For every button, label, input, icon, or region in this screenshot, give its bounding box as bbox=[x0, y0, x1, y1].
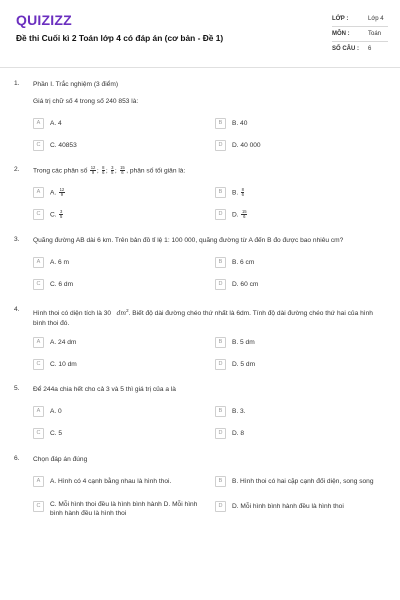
option-text bbox=[232, 188, 245, 198]
meta-label: SỐ CÂU : bbox=[332, 46, 359, 52]
fraction-numerator: 12 bbox=[59, 187, 65, 192]
fraction-denominator: 6 bbox=[121, 170, 124, 176]
meta-value: Toán bbox=[368, 31, 382, 37]
question-number: 1. bbox=[14, 80, 20, 87]
question-text-after: , phân số tối giản là: bbox=[126, 167, 186, 175]
option-text: B. 40 bbox=[232, 120, 248, 127]
option-prefix: A. bbox=[50, 189, 57, 197]
unit-exponent: 2 bbox=[126, 308, 129, 313]
fraction bbox=[90, 166, 96, 176]
option-text: C. 6 dm bbox=[50, 281, 74, 288]
option-prefix: C. bbox=[50, 211, 57, 219]
option-letter-box: C bbox=[33, 209, 44, 220]
fraction-numerator: 3 bbox=[59, 209, 63, 214]
option-letter-box: B bbox=[215, 118, 226, 129]
option-text: B. 3. bbox=[232, 408, 246, 415]
question-text-part: . Biết độ dài đường chéo thứ nhất là 6dm. Tính độ dài đường chéo thứ hai của hình bình thoi đó. bbox=[33, 310, 373, 328]
option-text: A. 24 dm bbox=[50, 339, 77, 346]
option-text bbox=[232, 210, 248, 220]
option-letter-box: D bbox=[215, 140, 226, 151]
question-number: 2. bbox=[14, 166, 20, 173]
question-number: 6. bbox=[14, 455, 20, 462]
meta-row-question-count bbox=[332, 42, 388, 56]
header-divider bbox=[0, 67, 400, 68]
fraction bbox=[59, 210, 62, 220]
fraction bbox=[102, 166, 105, 176]
option-text: A. 6 m bbox=[50, 259, 70, 266]
meta-label: MÔN : bbox=[332, 31, 350, 37]
question-text: Quãng đường AB dài 6 km. Trên bản đồ tỉ lệ 1: 100 000, quãng đường từ A đến B đo được bao nhiêu cm? bbox=[33, 237, 344, 244]
option-text: D. 60 cm bbox=[232, 281, 259, 288]
meta-box bbox=[332, 12, 388, 56]
question-text: Trong các phân số $\frac{12}{9}$ ; $\frac{8}{6}$ ; $\frac{3}{5}$ ; $\frac{15}{6}$ , phân số tối giản là: bbox=[33, 165, 186, 176]
fraction-denominator: 5 bbox=[111, 170, 114, 176]
quizizz-logo: QUIZIZZ bbox=[16, 12, 72, 28]
question-text bbox=[33, 306, 385, 329]
fraction-denominator: 9 bbox=[60, 192, 64, 198]
option-letter-box: C bbox=[33, 140, 44, 151]
meta-value: 6 bbox=[368, 46, 372, 52]
fraction bbox=[111, 166, 114, 176]
option-letter-box: A bbox=[33, 118, 44, 129]
fraction-numerator: 8 bbox=[241, 187, 244, 192]
option-text: C. 5 bbox=[50, 430, 63, 437]
option-letter-box: A bbox=[33, 187, 44, 198]
question-number: 4. bbox=[14, 306, 20, 313]
option-letter-box: A bbox=[33, 257, 44, 268]
option-letter-box: C bbox=[33, 428, 44, 439]
option-letter-box: D bbox=[215, 359, 226, 370]
option-text: D. 8 bbox=[232, 430, 245, 437]
option-letter-box: B bbox=[215, 476, 226, 487]
fraction-numerator: 12 bbox=[90, 165, 96, 170]
option-text: B. 5 dm bbox=[232, 339, 255, 346]
option-letter-box: A bbox=[33, 406, 44, 417]
meta-label: LỚP : bbox=[332, 16, 349, 22]
fraction bbox=[120, 166, 126, 176]
fraction-numerator: 3 bbox=[111, 165, 114, 170]
option-letter-box: D bbox=[215, 279, 226, 290]
option-text: A. Hình có 4 cạnh bằng nhau là hình thoi. bbox=[50, 478, 172, 485]
fraction bbox=[241, 188, 244, 198]
option-text bbox=[50, 210, 64, 220]
meta-row-subject bbox=[332, 27, 388, 42]
option-text: C. Mỗi hình thoi đều là hình bình hành D. Mỗi hình bình hành đều là hình thoi bbox=[50, 501, 198, 517]
question-subtext: Giá trị chữ số 4 trong số 240 853 là: bbox=[33, 98, 139, 105]
option-text: C. 40853 bbox=[50, 142, 77, 149]
question-text: Để 244a chia hết cho cả 3 và 5 thì giá trị của a là bbox=[33, 386, 176, 393]
option-letter-box: A bbox=[33, 337, 44, 348]
option-letter-box: D bbox=[215, 428, 226, 439]
option-text bbox=[50, 188, 66, 198]
option-letter-box: B bbox=[215, 337, 226, 348]
fraction bbox=[241, 210, 247, 220]
option-prefix: D. bbox=[232, 211, 239, 219]
option-text: B. 6 cm bbox=[232, 259, 255, 266]
fraction-numerator: 8 bbox=[102, 165, 105, 170]
option-letter-box: D bbox=[215, 209, 226, 220]
meta-row-class bbox=[332, 12, 388, 27]
option-text: A. 4 bbox=[50, 120, 62, 127]
option-letter-box: D bbox=[215, 501, 226, 512]
option-letter-box: C bbox=[33, 501, 44, 512]
question-text-part: Hình thoi có diện tích là 30 bbox=[33, 310, 112, 318]
question-number: 5. bbox=[14, 385, 20, 392]
document-title: Đề thi Cuối kì 2 Toán lớp 4 có đáp án (cơ bản - Đề 1) bbox=[16, 33, 224, 43]
question-number: 3. bbox=[14, 236, 20, 243]
fraction bbox=[59, 188, 65, 198]
fraction-numerator: 15 bbox=[120, 165, 125, 170]
question-text: Phần I. Trắc nghiệm (3 điểm) bbox=[33, 81, 119, 88]
fraction-denominator: 5 bbox=[59, 214, 63, 220]
option-letter-box: C bbox=[33, 359, 44, 370]
fraction-denominator: 6 bbox=[243, 214, 246, 220]
option-letter-box: C bbox=[33, 279, 44, 290]
option-letter-box: A bbox=[33, 476, 44, 487]
fraction-denominator: 6 bbox=[102, 170, 105, 176]
question-text: Chọn đáp án đúng bbox=[33, 456, 88, 463]
fraction-numerator: 15 bbox=[241, 209, 247, 214]
option-text: D. 40 000 bbox=[232, 142, 261, 149]
option-letter-box: B bbox=[215, 406, 226, 417]
option-text: B. Hình thoi có hai cặp cạnh đối diện, song song bbox=[232, 478, 374, 485]
option-prefix: B. bbox=[232, 189, 239, 197]
option-letter-box: B bbox=[215, 187, 226, 198]
option-letter-box: B bbox=[215, 257, 226, 268]
area-unit: dm bbox=[116, 310, 127, 318]
question-text-before: Trong các phân số bbox=[33, 167, 88, 175]
option-text: A. 0 bbox=[50, 408, 62, 415]
fraction-denominator: 9 bbox=[91, 170, 95, 176]
option-text: D. 5 dm bbox=[232, 361, 256, 368]
meta-value: Lớp 4 bbox=[368, 16, 384, 22]
fraction-denominator: 6 bbox=[241, 192, 244, 198]
option-text: D. Mỗi hình bình hành đều là hình thoi bbox=[232, 503, 344, 510]
option-text: C. 10 dm bbox=[50, 361, 77, 368]
